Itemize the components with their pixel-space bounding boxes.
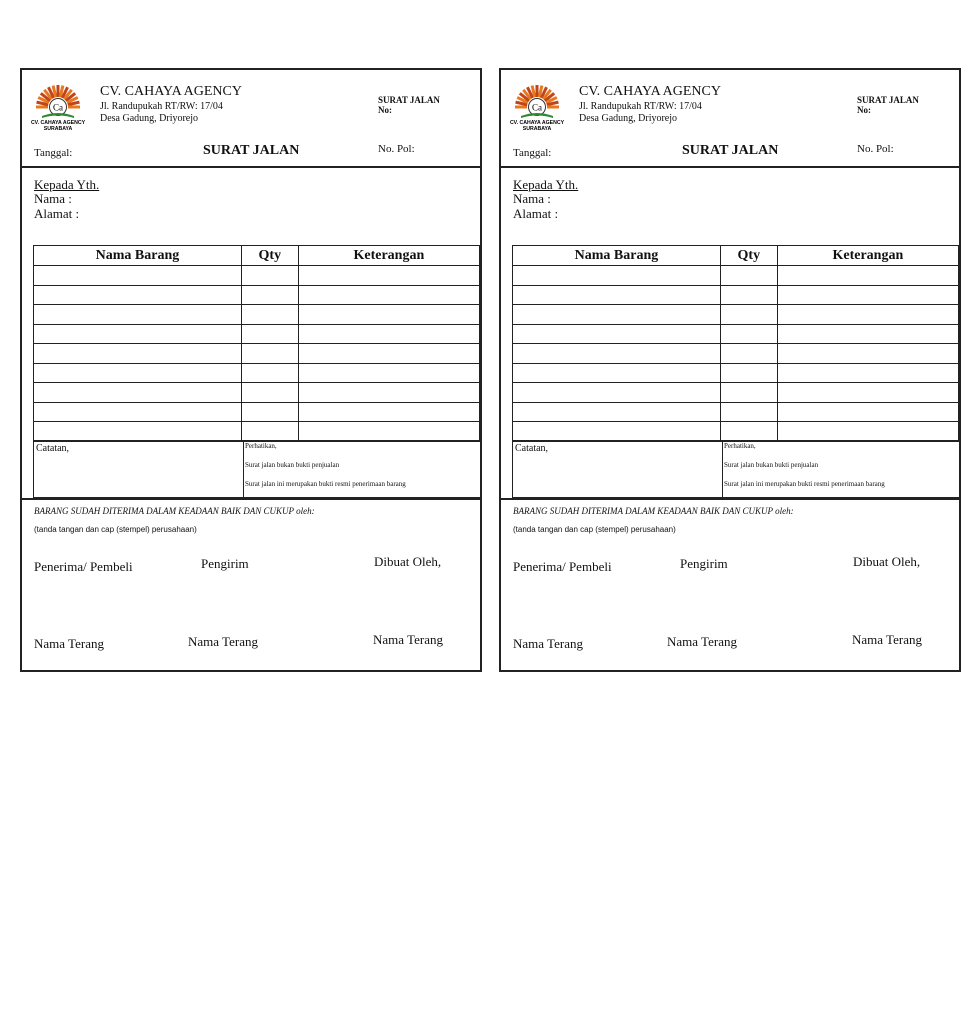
catatan-label: Catatan,: [36, 443, 70, 454]
table-cell[interactable]: [513, 324, 721, 344]
table-row: [34, 266, 480, 286]
logo-caption-1: CV. CAHAYA AGENCY: [30, 120, 86, 126]
col-qty: Qty: [720, 246, 777, 266]
items-body: [513, 266, 959, 442]
table-cell[interactable]: [298, 285, 479, 305]
table-row: [34, 363, 480, 383]
table-cell[interactable]: [513, 285, 721, 305]
table-row: [34, 305, 480, 325]
table-row: [513, 422, 959, 442]
surat-jalan-form-right-clip: [499, 0, 922, 1024]
table-cell[interactable]: [241, 305, 298, 325]
table-row: [513, 344, 959, 364]
col-keterangan: Keterangan: [298, 246, 479, 266]
nama-terang-penerima: Nama Terang: [34, 636, 104, 651]
table-cell[interactable]: [241, 285, 298, 305]
table-cell[interactable]: [513, 383, 721, 403]
pengirim-label: Pengirim: [201, 556, 249, 571]
table-cell[interactable]: [720, 285, 777, 305]
table-row: [34, 422, 480, 442]
nama-terang-pembuat: Nama Terang: [852, 632, 922, 647]
surat-jalan-form-left: [20, 68, 482, 672]
table-cell[interactable]: [777, 285, 958, 305]
table-cell[interactable]: [720, 266, 777, 286]
company-name: CV. CAHAYA AGENCY: [579, 84, 721, 99]
received-statement: BARANG SUDAH DITERIMA DALAM KEADAAN BAIK DAN CUKUP oleh:: [513, 506, 794, 516]
table-row: [513, 266, 959, 286]
table-cell[interactable]: [513, 266, 721, 286]
col-keterangan: Keterangan: [777, 246, 958, 266]
table-cell[interactable]: [298, 422, 479, 442]
notes-divider: [501, 498, 959, 500]
table-cell[interactable]: [777, 305, 958, 325]
note-line-1: Surat jalan bukan bukti penjualan: [245, 461, 340, 469]
table-cell[interactable]: [34, 402, 242, 422]
table-row: [513, 324, 959, 344]
kepada-label: Kepada Yth.: [34, 177, 100, 192]
table-row: [513, 383, 959, 403]
table-cell[interactable]: [513, 344, 721, 364]
col-qty: Qty: [241, 246, 298, 266]
table-row: [34, 324, 480, 344]
nopol-label: No. Pol:: [378, 143, 415, 155]
alamat-field-label: Alamat :: [34, 206, 80, 221]
table-cell[interactable]: [720, 402, 777, 422]
table-cell[interactable]: [298, 266, 479, 286]
table-cell[interactable]: [241, 422, 298, 442]
logo-initials: Ca: [53, 102, 63, 113]
table-cell[interactable]: [241, 383, 298, 403]
received-statement: BARANG SUDAH DITERIMA DALAM KEADAAN BAIK DAN CUKUP oleh:: [34, 506, 315, 516]
table-cell[interactable]: [777, 266, 958, 286]
logo-caption-2: SURABAYA: [522, 126, 552, 132]
table-row: [513, 402, 959, 422]
table-cell[interactable]: [298, 363, 479, 383]
doc-label: SURAT JALAN No:: [378, 95, 440, 115]
nama-terang-penerima: Nama Terang: [513, 636, 583, 651]
catatan-label: Catatan,: [515, 443, 549, 454]
table-cell[interactable]: [513, 402, 721, 422]
company-name: CV. CAHAYA AGENCY: [100, 84, 242, 99]
nama-terang-pengirim: Nama Terang: [188, 634, 258, 649]
kepada-label: Kepada Yth.: [513, 177, 579, 192]
table-cell[interactable]: [298, 324, 479, 344]
nopol-label: No. Pol:: [857, 143, 894, 155]
table-cell[interactable]: [34, 363, 242, 383]
table-cell[interactable]: [241, 363, 298, 383]
tanggal-label: Tanggal:: [513, 147, 552, 159]
nama-terang-pembuat: Nama Terang: [373, 632, 443, 647]
nama-field-label: Nama :: [34, 191, 72, 206]
logo-initials: Ca: [532, 102, 542, 113]
nama-terang-pengirim: Nama Terang: [667, 634, 737, 649]
table-cell[interactable]: [777, 363, 958, 383]
logo-caption-2: SURABAYA: [43, 126, 73, 132]
table-cell[interactable]: [777, 422, 958, 442]
col-nama-barang: Nama Barang: [513, 246, 721, 266]
table-cell[interactable]: [513, 422, 721, 442]
table-cell[interactable]: [34, 422, 242, 442]
company-logo-icon: [507, 80, 567, 132]
tanggal-label: Tanggal:: [34, 147, 73, 159]
dibuat-oleh-label: Dibuat Oleh,: [374, 554, 442, 569]
table-cell[interactable]: [34, 383, 242, 403]
table-cell[interactable]: [720, 305, 777, 325]
table-cell[interactable]: [720, 344, 777, 364]
table-cell[interactable]: [241, 344, 298, 364]
note-line-2: Surat jalan ini merupakan bukti resmi penerimaan barang: [724, 480, 885, 488]
logo-caption-1: CV. CAHAYA AGENCY: [509, 120, 565, 126]
table-cell[interactable]: [720, 363, 777, 383]
table-cell[interactable]: [777, 383, 958, 403]
signature-note: (tanda tangan dan cap (stempel) perusahaan): [513, 525, 676, 534]
company-address-line2: Desa Gadung, Driyorejo: [579, 113, 678, 124]
alamat-field-label: Alamat :: [513, 206, 559, 221]
items-body: [34, 266, 480, 442]
table-cell[interactable]: [241, 402, 298, 422]
table-cell[interactable]: [34, 305, 242, 325]
company-logo-icon: [28, 80, 88, 132]
signature-note: (tanda tangan dan cap (stempel) perusahaan): [34, 525, 197, 534]
items-table: [512, 245, 959, 442]
table-cell[interactable]: [34, 344, 242, 364]
table-row: [34, 285, 480, 305]
table-cell[interactable]: [241, 266, 298, 286]
table-cell[interactable]: [34, 266, 242, 286]
table-cell[interactable]: [513, 305, 721, 325]
note-line-2: Surat jalan ini merupakan bukti resmi penerimaan barang: [245, 480, 406, 488]
table-cell[interactable]: [298, 344, 479, 364]
perhatikan-label: Perhatikan,: [245, 442, 277, 450]
table-cell[interactable]: [720, 422, 777, 442]
table-cell[interactable]: [241, 324, 298, 344]
penerima-label: Penerima/ Pembeli: [513, 559, 612, 574]
pengirim-label: Pengirim: [680, 556, 728, 571]
table-row: [34, 344, 480, 364]
table-cell[interactable]: [298, 305, 479, 325]
table-cell[interactable]: [777, 344, 958, 364]
penerima-label: Penerima/ Pembeli: [34, 559, 133, 574]
note-line-1: Surat jalan bukan bukti penjualan: [724, 461, 819, 469]
doc-label: SURAT JALAN No:: [857, 95, 919, 115]
table-row: [34, 402, 480, 422]
company-address-line1: Jl. Randupukah RT/RW: 17/04: [100, 101, 223, 112]
table-cell[interactable]: [513, 363, 721, 383]
document-title: SURAT JALAN: [203, 143, 300, 158]
nama-field-label: Nama :: [513, 191, 551, 206]
table-cell[interactable]: [720, 383, 777, 403]
table-cell[interactable]: [34, 324, 242, 344]
surat-jalan-form-right: [499, 68, 961, 672]
table-row: [513, 305, 959, 325]
dibuat-oleh-label: Dibuat Oleh,: [853, 554, 921, 569]
table-row: [34, 383, 480, 403]
table-cell[interactable]: [34, 285, 242, 305]
company-address-line1: Jl. Randupukah RT/RW: 17/04: [579, 101, 702, 112]
table-row: [513, 285, 959, 305]
table-cell[interactable]: [298, 383, 479, 403]
perhatikan-label: Perhatikan,: [724, 442, 756, 450]
items-table: [33, 245, 480, 442]
header-divider: [501, 166, 959, 168]
col-nama-barang: Nama Barang: [34, 246, 242, 266]
table-cell[interactable]: [777, 402, 958, 422]
notes-box: [512, 440, 961, 498]
notes-box: [33, 440, 482, 498]
header-divider: [22, 166, 480, 168]
table-cell[interactable]: [777, 324, 958, 344]
document-title: SURAT JALAN: [682, 143, 779, 158]
company-address-line2: Desa Gadung, Driyorejo: [100, 113, 199, 124]
table-cell[interactable]: [298, 402, 479, 422]
table-cell[interactable]: [720, 324, 777, 344]
table-row: [513, 363, 959, 383]
notes-divider: [22, 498, 480, 500]
